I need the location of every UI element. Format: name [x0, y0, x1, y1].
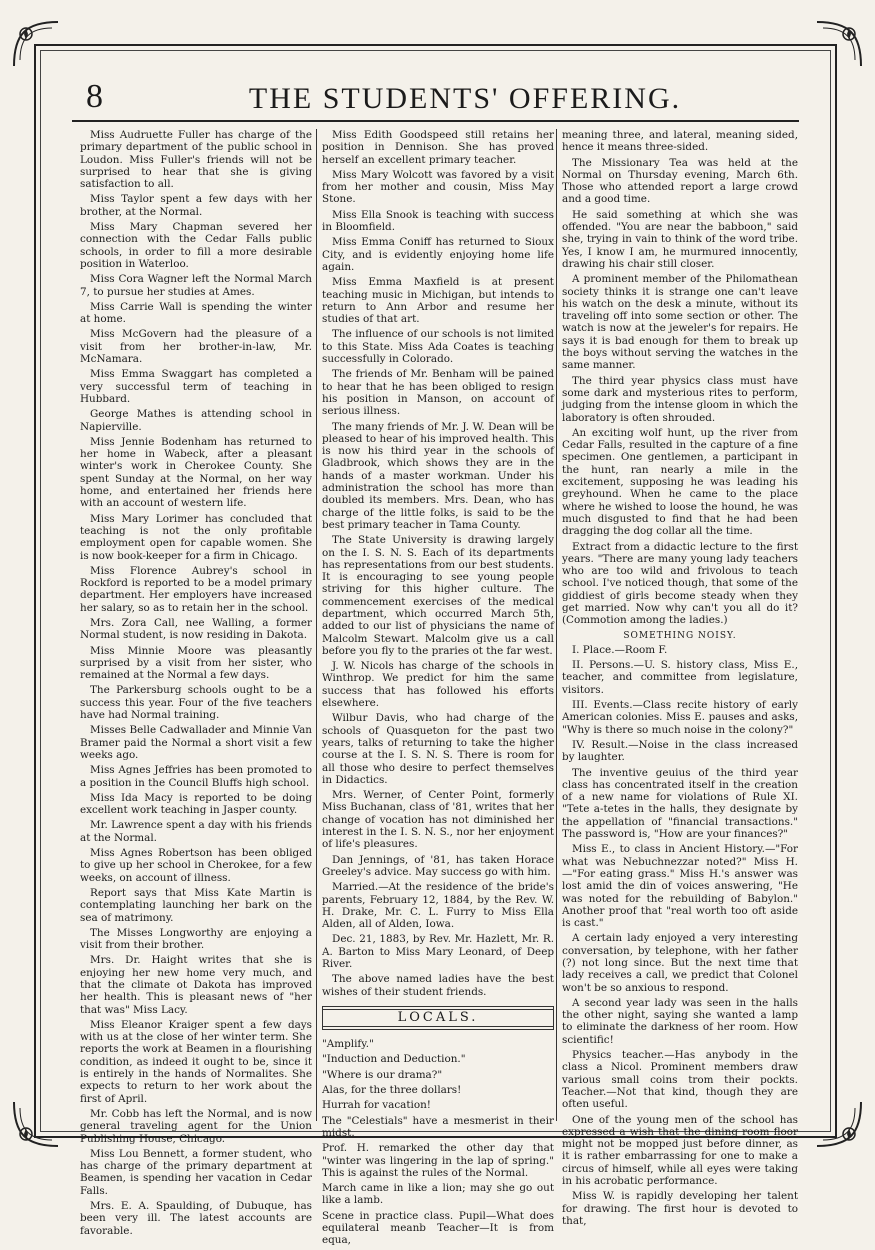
news-item: Miss Florence Aubrey's school in Rockford is reported to be a model primary department. Her employers have increased her salary, so as to retain her in the school. — [80, 564, 312, 614]
local-item: Scene in practice class. Pupil—What does equilateral meanb Teacher—It is from equa, — [322, 1209, 554, 1247]
news-item: Miss Carrie Wall is spending the winter at home. — [80, 300, 312, 326]
header-rule — [72, 120, 799, 122]
local-item: One of the young men of the school has expressed a wish that the dining room floor might not be mopped just before dinner, as it is rather embarrassing for one to make a circus of himself, while all eyes were taking in his acrobatic performance. — [562, 1113, 798, 1188]
news-item: The many friends of Mr. J. W. Dean will be pleased to hear of his improved health. This is now his third year in the schools of Gladbrook, which shows they are in the hands of a master workman. Under his administration the school has more than doubled its members. Mrs. Dean, who has charge of the little folks, is said to be the best primary teacher in Tama County. — [322, 420, 554, 531]
news-item: Miss Mary Lorimer has concluded that teaching is not the only profitable employment open for capable women. She is now book-keeper for a firm in Chicago. — [80, 512, 312, 562]
local-item: March came in like a lion; may she go out like a lamb. — [322, 1182, 554, 1207]
news-item: The friends of Mr. Benham will be pained to hear that he has been obliged to resign his position in Manson, on account of serious illness. — [322, 368, 554, 418]
news-item: The State University is drawing largely on the I. S. N. S. Each of its departments has representations from our best students. It is encouraging to see young people striving for this higher culture. The commencement exercises of the medical department, which occurred March 5th, added to our list of physicians the name of Malcolm Stewart. Malcolm give us a call before you fly to the praries ot the far west. — [322, 534, 554, 657]
local-item: The "Celestials" have a mesmerist in their midst. — [322, 1114, 554, 1139]
news-item: Miss Mary Chapman severed her connection with the Cedar Falls public schools, in order to fill a more desirable position in Waterloo. — [80, 221, 312, 270]
news-item: Miss Minnie Moore was pleasantly surprised by a visit from her sister, who remained at the Normal a few days. — [80, 644, 312, 682]
local-item: meaning three, and lateral, meaning sided, hence it means three-sided. — [562, 129, 798, 154]
news-item: Miss Cora Wagner left the Normal March 7, to pursue her studies at Ames. — [80, 273, 312, 298]
news-item: Miss Jennie Bodenham has returned to her home in Wabeck, after a pleasant winter's work in Cherokee County. She spent Sunday at the Normal, on her way home, and entertained her friends here with an account of western life. — [80, 435, 312, 510]
local-item: Hurrah for vacation! — [322, 1099, 431, 1112]
news-item: Report says that Miss Kate Martin is contemplating launching her bark on the sea of matrimony. — [80, 886, 312, 924]
locals-heading-box — [322, 1006, 554, 1030]
local-item: Prof. H. remarked the other day that "winter was lingering in the lap of spring." This is against the rules of the Normal. — [322, 1142, 554, 1179]
news-item: Mrs. E. A. Spaulding, of Dubuque, has been very ill. The latest accounts are favorable. — [80, 1200, 312, 1237]
news-item: Miss Edith Goodspeed still retains her position in Dennison. She has proved herself an excellent primary teacher. — [322, 129, 554, 166]
locals-section — [322, 1038, 554, 1246]
news-item: Miss Emma Coniff has returned to Sioux City, and is evidently enjoying home life again. — [322, 236, 554, 273]
news-item: Miss Ida Macy is reported to be doing excellent work teaching in Jasper county. — [80, 791, 312, 817]
news-item: Mr. Cobb has left the Normal, and is now general traveling agent for the Union Publishing House, Chicago. — [80, 1107, 312, 1145]
local-item: An exciting wolf hunt, up the river from Cedar Falls, resulted in the capture of a fine specimen. One gentlemen, a participant in the hunt, ran nearly a mile in the excitement, supposing he was leading his greyhound. When he came to the place where he wished to loose the hound, he was much disgusted to find that he had been dragging the dog collar all the time. — [562, 426, 798, 538]
column-3 — [562, 129, 798, 1230]
news-item: J. W. Nicols has charge of the schools in Winthrop. We predict for him the same success that has followed his efforts elsewhere. — [322, 660, 554, 710]
news-item: Miss Emma Maxfield is at present teaching music in Michigan, but intends to return to Ann Arbor and resume her studies of that art. — [322, 276, 554, 326]
local-item: A prominent member of the Philomathean society thinks it is strange one can't leave his watch on the desk a minute, without its traveling off into some section or other. The watch is now at the jeweler's for repairs. He says it is bad enough for them to break up the boys without serving the watches in the same manner. — [562, 273, 798, 372]
local-item: I. Place.—Room F. — [572, 643, 668, 656]
page-title: THE STUDENTS' OFFERING. — [248, 82, 682, 115]
news-item: The above named ladies have the best wishes of their student friends. — [322, 973, 554, 998]
section-subheading: SOMETHING NOISY. — [623, 630, 737, 641]
news-item: Miss Lou Bennett, a former student, who has charge of the primary department at Beamen, is spending her vacation in Cedar Falls. — [80, 1147, 312, 1197]
news-item: Mr. Lawrence spent a day with his friends at the Normal. — [80, 819, 312, 844]
local-item: The Missionary Tea was held at the Normal on Thursday evening, March 6th. Those who attended report a large crowd and a good time. — [562, 156, 798, 206]
column-1 — [80, 129, 312, 1240]
news-item: George Mathes is attending school in Napierville. — [80, 408, 312, 433]
news-item: Wilbur Davis, who had charge of the schools of Quasqueton for the past two years, talks of returning to take the higher course at the I. S. N. S. There is room for all those who desire to perfect themselves in Didactics. — [322, 712, 554, 786]
column-divider — [316, 129, 317, 1121]
local-item: Extract from a didactic lecture to the first years. "There are many young lady teachers who are too wild and frivolous to teach school. I've noticed though, that some of the giddiest of girls become steady when they get married. Now why can't you all do it? (Commotion among the ladies.) — [562, 540, 798, 627]
local-item: III. Events.—Class recite history of early American colonies. Miss E. pauses and asks, "Why is there so much noise in the colony?" — [562, 699, 798, 736]
news-item: Miss Agnes Jeffries has been promoted to a position in the Council Bluffs high school. — [80, 764, 312, 789]
masthead — [80, 72, 795, 122]
local-item: He said something at which she was offended. "You are near the babboon," said she, trying in vain to think of the word tribe. Yes, I know I am, he murmured innocently, drawing his chair still closer. — [562, 208, 798, 270]
locals-heading: LOCALS. — [323, 1009, 553, 1027]
corner-ornament-icon — [6, 1094, 66, 1154]
news-item: Mrs. Werner, of Center Point, formerly Miss Buchanan, class of '81, writes that her change of vocation has not diminished her interest in the I. S. N. S., nor her enjoyment of life's pleasures. — [322, 789, 554, 851]
local-item: "Induction and Deduction." — [322, 1053, 466, 1066]
column-2 — [322, 129, 554, 1250]
corner-ornament-icon — [809, 14, 869, 74]
local-item: Miss E., to class in Ancient History.—"For what was Nebuchnezzar noted?" Miss H.—"For eating grass." Miss H.'s answer was lost amid the din of voices answering, "He was noted for the rebuilding of Babylon." Another proof that "real worth too oft aside is cast." — [562, 843, 798, 930]
local-item: II. Persons.—U. S. history class, Miss E., teacher, and committee from legislature, visitors. — [562, 659, 798, 696]
news-item: Miss Audruette Fuller has charge of the primary department of the public school in Loudon. Miss Fuller's friends will not be surprised to hear that she is giving satisfaction to all. — [80, 129, 312, 191]
local-item: The third year physics class must have some dark and mysterious rites to perform, judging from the intense gloom in which the laboratory is often shrouded. — [562, 374, 798, 424]
news-item: Misses Belle Cadwallader and Minnie Van Bramer paid the Normal a short visit a few weeks ago. — [80, 724, 312, 761]
news-item: Miss Taylor spent a few days with her brother, at the Normal. — [80, 193, 312, 218]
news-item: Mrs. Dr. Haight writes that she is enjoying her new home very much, and that the climate ot Dakota has improved her health. This is pleasant news of "her that was" Miss Lacy. — [80, 954, 312, 1016]
news-item: The Misses Longworthy are enjoying a visit from their brother. — [80, 926, 312, 952]
local-item: The inventive geuius of the third year class has concentrated itself in the creation of a new name for violations of Rule XI. "Tete a-tetes in the halls, they designate by the appellation of "financial transactions." The password is, "How are your finances?" — [562, 766, 798, 841]
local-item: Alas, for the three dollars! — [322, 1084, 462, 1097]
news-item: The Parkersburg schools ought to be a success this year. Four of the five teachers have had Normal training. — [80, 684, 312, 722]
news-item: Miss Mary Wolcott was favored by a visit from her mother and cousin, Miss May Stone. — [322, 168, 554, 206]
news-item: Miss McGovern had the pleasure of a visit from her brother-in-law, Mr. McNamara. — [80, 328, 312, 366]
corner-ornament-icon — [809, 1094, 869, 1154]
local-item: "Amplify." — [322, 1038, 374, 1051]
news-item: Mrs. Zora Call, nee Walling, a former Normal student, is now residing in Dakota. — [80, 616, 312, 642]
local-item: Miss W. is rapidly developing her talent for drawing. The first hour is devoted to that, — [562, 1190, 798, 1227]
local-item: Physics teacher.—Has anybody in the class a Nicol. Prominent members draw various small coins trom their pockts. Teacher.—Not that kind, though they are often useful. — [562, 1049, 798, 1111]
news-item: Dan Jennings, of '81, has taken Horace Greeley's advice. May success go with him. — [322, 853, 554, 878]
corner-ornament-icon — [6, 14, 66, 74]
news-item: Miss Agnes Robertson has been obliged to give up her school in Cherokee, for a few weeks, on account of illness. — [80, 847, 312, 884]
news-item: The influence of our schools is not limited to this State. Miss Ada Coates is teaching successfully in Colorado. — [322, 328, 554, 366]
news-item: Miss Eleanor Kraiger spent a few days with us at the close of her winter term. She reports the work at Beamen in a flourishing condition, as indeed it ought to be, since it is entirely in the hands of Normalites. She expects to return to her work about the first of April. — [80, 1018, 312, 1105]
news-item: Dec. 21, 1883, by Rev. Mr. Hazlett, Mr. R. A. Barton to Miss Mary Leonard, of Deep River. — [322, 933, 554, 970]
news-item: Miss Ella Snook is teaching with success in Bloomfield. — [322, 208, 554, 234]
column-divider — [556, 129, 557, 1121]
local-item: A second year lady was seen in the halls the other night, saying she wanted a lamp to eliminate the darkness of her room. How scientific! — [562, 996, 798, 1046]
local-item: "Where is our drama?" — [322, 1068, 443, 1081]
news-item: Married.—At the residence of the bride's parents, February 12, 1884, by the Rev. W. H. Drake, Mr. C. L. Furry to Miss Ella Alden, all of Alden, Iowa. — [322, 881, 554, 931]
news-item: Miss Emma Swaggart has completed a very successful term of teaching in Hubbard. — [80, 368, 312, 405]
local-item: IV. Result.—Noise in the class increased by laughter. — [562, 738, 798, 764]
local-item: A certain lady enjoyed a very interesting conversation, by telephone, with her father (?) not long since. But the next time that lady receives a call, we predict that Colonel won't be so anxious to respond. — [562, 932, 798, 994]
page-number: 8 — [86, 78, 103, 115]
